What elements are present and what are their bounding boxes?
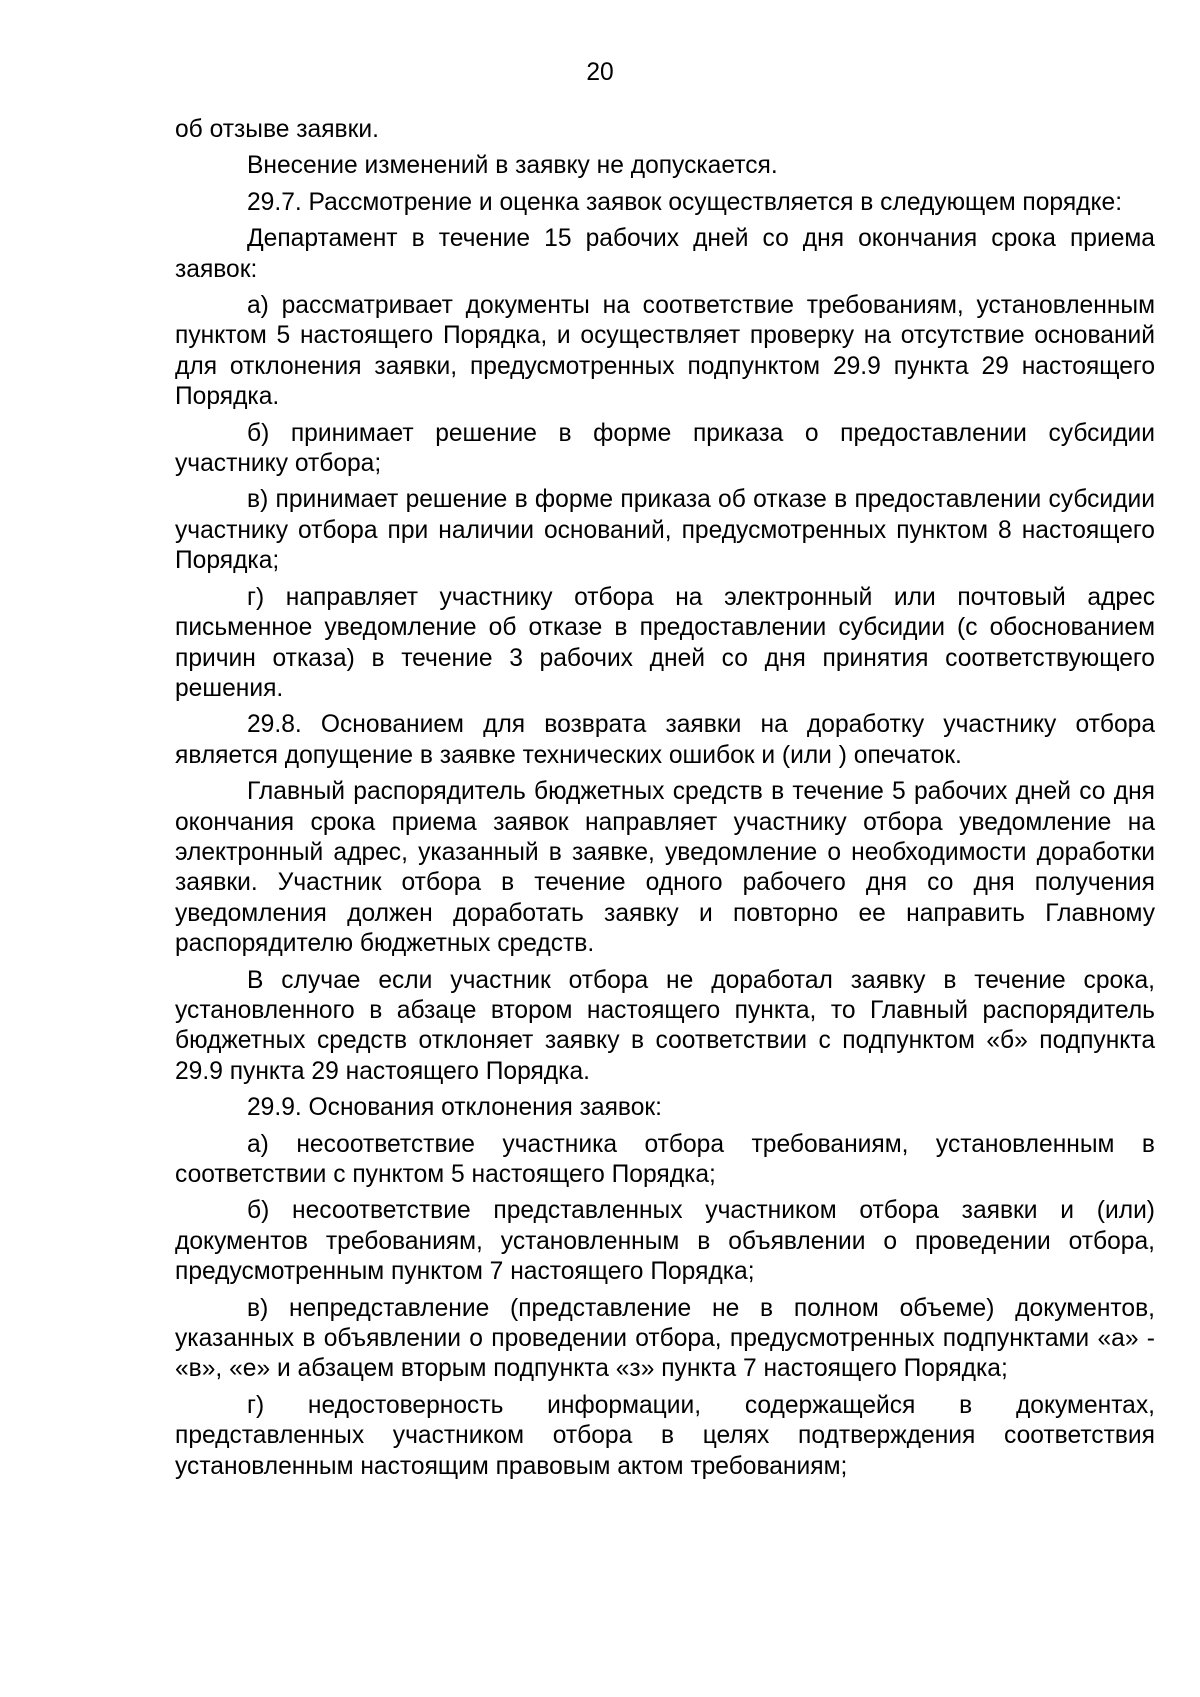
paragraph: в) непредставление (представление не в полном объеме) документов, указанных в объявлении о проведении отбора, предусмотренных подпунктами «а» - «в», «е» и абзацем вторым подпункта «з» пункта 7 настоящего Порядка; xyxy=(175,1294,1155,1383)
paragraph: г) направляет участнику отбора на электронный или почтовый адрес письменное уведомление об отказе в предоставлении субсидии (с обоснованием причин отказа) в течение 3 рабочих дней со дня принятия соответствующего решения. xyxy=(175,583,1155,702)
page-number: 20 xyxy=(586,59,614,86)
paragraph: а) рассматривает документы на соответствие требованиям, установленным пунктом 5 настоящего Порядка, и осуществляет проверку на отсутствие оснований для отклонения заявки, предусмотренных подпунктом 29.9 пункта 29 настоящего Порядка. xyxy=(175,292,1155,411)
paragraph: 29.7. Рассмотрение и оценка заявок осуществляется в следующем порядке: xyxy=(247,188,1123,216)
paragraph: 29.8. Основанием для возврата заявки на доработку участнику отбора является допущение в заявке технических ошибок и (или ) опечаток. xyxy=(175,711,1155,769)
paragraph: а) несоответствие участника отбора требованиям, установленным в соответствии с пунктом 5 настоящего Порядка; xyxy=(175,1130,1155,1188)
document-body xyxy=(175,115,1155,1488)
paragraph: б) принимает решение в форме приказа о предоставлении субсидии участнику отбора; xyxy=(175,419,1155,478)
paragraph: Главный распорядитель бюджетных средств в течение 5 рабочих дней со дня окончания срока приема заявок направляет участнику отбора уведомление на электронный адрес, указанный в заявке, уведомление о необходимости доработки заявки. Участник отбора в течение одного рабочего дня со дня получения уведомления должен доработать заявку и повторно ее направить Главному распорядителю бюджетных средств. xyxy=(175,778,1155,958)
paragraph: об отзыве заявки. xyxy=(175,116,379,143)
paragraph: В случае если участник отбора не доработал заявку в течение срока, установленного в абзаце втором настоящего пункта, то Главный распорядитель бюджетных средств отклоняет заявку в соответствии с подпунктом «б» подпункта 29.9 пункта 29 настоящего Порядка. xyxy=(175,966,1155,1085)
paragraph: б) несоответствие представленных участником отбора заявки и (или) документов требованиям, установленным в объявлении о проведении отбора, предусмотренным пунктом 7 настоящего Порядка; xyxy=(175,1197,1155,1286)
paragraph: Департамент в течение 15 рабочих дней со дня окончания срока приема заявок: xyxy=(175,225,1155,283)
paragraph: 29.9. Основания отклонения заявок: xyxy=(247,1094,662,1122)
paragraph: Внесение изменений в заявку не допускается. xyxy=(247,152,778,180)
paragraph: г) недостоверность информации, содержащейся в документах, представленных участником отбора в целях подтверждения соответствия установленным настоящим правовым актом требованиям; xyxy=(175,1391,1155,1480)
paragraph: в) принимает решение в форме приказа об отказе в предоставлении субсидии участнику отбора при наличии оснований, предусмотренных пунктом 8 настоящего Порядка; xyxy=(175,486,1155,575)
